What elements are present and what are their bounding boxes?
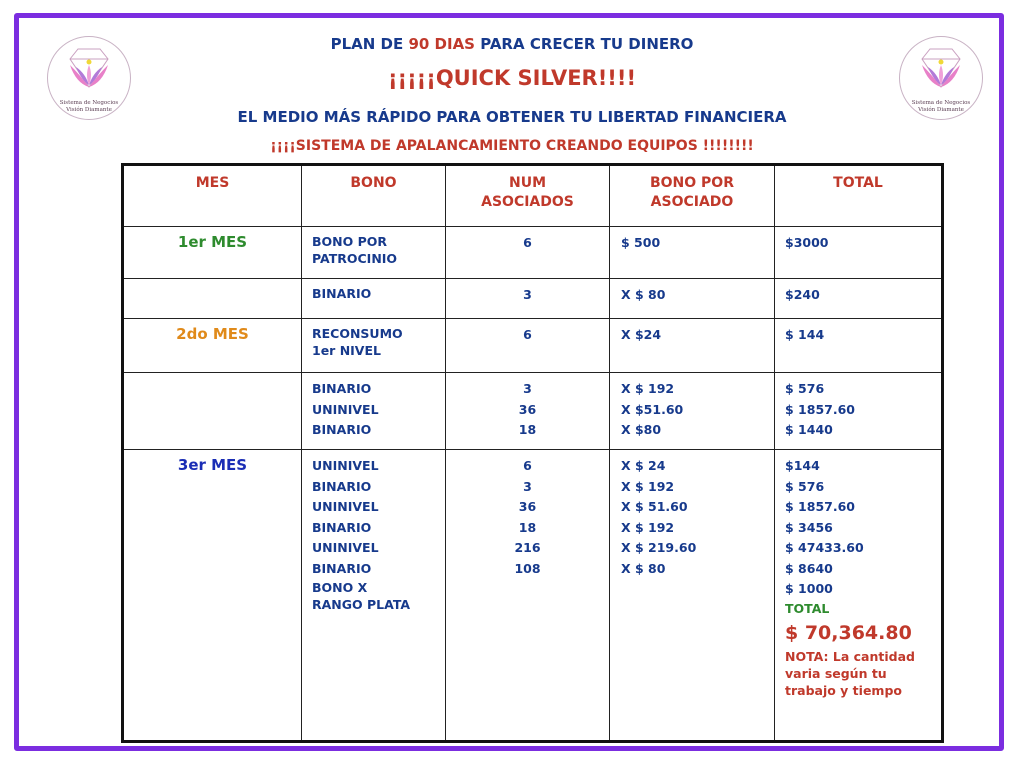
col-header-bono-por-text: BONO POR ASOCIADO bbox=[649, 175, 734, 210]
total-item: $ 576 bbox=[785, 478, 825, 494]
num-cell bbox=[446, 450, 610, 742]
bono-por-item: X $51.60 bbox=[621, 401, 684, 417]
bono-item: BINARIO bbox=[312, 422, 372, 437]
num-item: 18 bbox=[518, 422, 537, 437]
total-item: $ 1857.60 bbox=[785, 401, 855, 417]
total-item: $ 8640 bbox=[785, 560, 833, 576]
bono-item: UNINIVEL bbox=[312, 540, 379, 555]
bono-por-item: X $ 51.60 bbox=[621, 499, 688, 514]
bono-por-item: X $ 192 bbox=[621, 478, 675, 494]
bono-por-item: X $ 192 bbox=[621, 381, 675, 396]
num-item: 36 bbox=[518, 401, 537, 417]
bono-por-cell bbox=[610, 319, 775, 373]
bono-por-item: X $24 bbox=[621, 327, 662, 342]
num-item: 3 bbox=[523, 287, 532, 302]
bono-item: UNINIVEL bbox=[312, 499, 379, 514]
subtitle-financial-freedom: EL MEDIO MÁS RÁPIDO PARA OBTENER TU LIBERTAD FINANCIERA bbox=[237, 108, 787, 126]
bono-item: BONO X RANGO PLATA bbox=[312, 580, 411, 612]
bono-item: BINARIO bbox=[312, 381, 372, 396]
num-item: 6 bbox=[523, 458, 532, 473]
grand-total: $ 70,364.80 bbox=[785, 621, 912, 644]
month-label bbox=[123, 279, 302, 319]
bono-por-cell bbox=[610, 279, 775, 319]
num-cell bbox=[446, 373, 610, 450]
bono-cell bbox=[302, 373, 446, 450]
total-item: $3000 bbox=[785, 235, 829, 250]
num-cell bbox=[446, 279, 610, 319]
total-item: $240 bbox=[785, 287, 820, 302]
quick-silver-title: ¡¡¡¡¡QUICK SILVER!!!! bbox=[387, 66, 637, 90]
total-cell bbox=[775, 319, 943, 373]
num-item: 3 bbox=[523, 478, 532, 494]
plan-title bbox=[0, 35, 1024, 53]
logo-text-line2: Visión Diamante bbox=[66, 107, 112, 113]
total-item: $ 1000 bbox=[785, 581, 833, 596]
bono-item: BONO POR PATROCINIO bbox=[312, 234, 398, 266]
month-label: 2do MES bbox=[123, 319, 302, 373]
table-row bbox=[123, 450, 943, 742]
num-item: 6 bbox=[523, 327, 532, 342]
col-header-bono-por-asociado bbox=[610, 165, 775, 227]
bono-item: UNINIVEL bbox=[312, 458, 379, 473]
bono-por-item: X $80 bbox=[621, 422, 662, 437]
total-cell bbox=[775, 227, 943, 279]
bono-item: UNINIVEL bbox=[312, 401, 379, 417]
bono-por-cell bbox=[610, 450, 775, 742]
bono-item: BINARIO bbox=[312, 560, 372, 576]
bono-cell bbox=[302, 227, 446, 279]
note-text: NOTA: La cantidad varia según tu trabajo y tiempo bbox=[785, 648, 915, 698]
num-cell bbox=[446, 227, 610, 279]
bono-por-item: X $ 24 bbox=[621, 458, 666, 473]
col-header-total: TOTAL bbox=[775, 165, 943, 227]
total-item: $ 576 bbox=[785, 381, 825, 396]
bono-cell bbox=[302, 450, 446, 742]
bono-item: RECONSUMO 1er NIVEL bbox=[312, 326, 403, 358]
logo-text-line2: Visión Diamante bbox=[918, 107, 964, 113]
bono-item: BINARIO bbox=[312, 478, 372, 494]
total-item: $ 1440 bbox=[785, 422, 833, 437]
subtitle-leverage-system: ¡¡¡¡SISTEMA DE APALANCAMIENTO CREANDO EQUIPOS !!!!!!!! bbox=[270, 138, 754, 154]
bono-por-item: X $ 219.60 bbox=[621, 540, 697, 555]
total-item: $ 47433.60 bbox=[785, 540, 864, 555]
bono-item: BINARIO bbox=[312, 519, 372, 535]
table-row bbox=[123, 373, 943, 450]
plan-title-post: PARA CRECER TU DINERO bbox=[474, 35, 694, 53]
bono-cell bbox=[302, 279, 446, 319]
bono-por-cell bbox=[610, 373, 775, 450]
total-item: $ 144 bbox=[785, 327, 825, 342]
bono-cell bbox=[302, 319, 446, 373]
month-label bbox=[123, 373, 302, 450]
num-item: 36 bbox=[518, 499, 537, 514]
bono-por-item: X $ 80 bbox=[621, 560, 666, 576]
num-item: 18 bbox=[518, 519, 537, 535]
num-item: 108 bbox=[514, 560, 541, 576]
bono-por-cell bbox=[610, 227, 775, 279]
num-item: 3 bbox=[523, 381, 532, 396]
total-cell bbox=[775, 450, 943, 742]
bonus-plan-table bbox=[121, 163, 944, 743]
bono-item: BINARIO bbox=[312, 286, 372, 301]
total-item: $144 bbox=[785, 458, 820, 473]
table-row bbox=[123, 319, 943, 373]
bono-por-item: X $ 80 bbox=[621, 287, 666, 302]
month-label: 3er MES bbox=[123, 450, 302, 742]
col-header-num-asociados bbox=[446, 165, 610, 227]
num-item: 6 bbox=[523, 235, 532, 250]
total-item: $ 1857.60 bbox=[785, 499, 855, 514]
bono-por-item: $ 500 bbox=[621, 235, 661, 250]
col-header-bono: BONO bbox=[302, 165, 446, 227]
table-row bbox=[123, 227, 943, 279]
bono-por-item: X $ 192 bbox=[621, 519, 675, 535]
num-cell bbox=[446, 319, 610, 373]
logo-text-line1: Sistema de Negocios bbox=[911, 100, 971, 106]
table-row bbox=[123, 279, 943, 319]
num-item: 216 bbox=[514, 540, 541, 555]
total-label: TOTAL bbox=[785, 600, 830, 616]
logo-text-line1: Sistema de Negocios bbox=[59, 100, 119, 106]
total-item: $ 3456 bbox=[785, 519, 833, 535]
table-header-row bbox=[123, 165, 943, 227]
col-header-mes: MES bbox=[123, 165, 302, 227]
month-label: 1er MES bbox=[123, 227, 302, 279]
col-header-num-text: NUM ASOCIADOS bbox=[481, 175, 574, 210]
total-cell bbox=[775, 373, 943, 450]
plan-title-days: 90 DIAS bbox=[408, 35, 475, 53]
total-cell bbox=[775, 279, 943, 319]
plan-title-pre: PLAN DE bbox=[330, 35, 409, 53]
